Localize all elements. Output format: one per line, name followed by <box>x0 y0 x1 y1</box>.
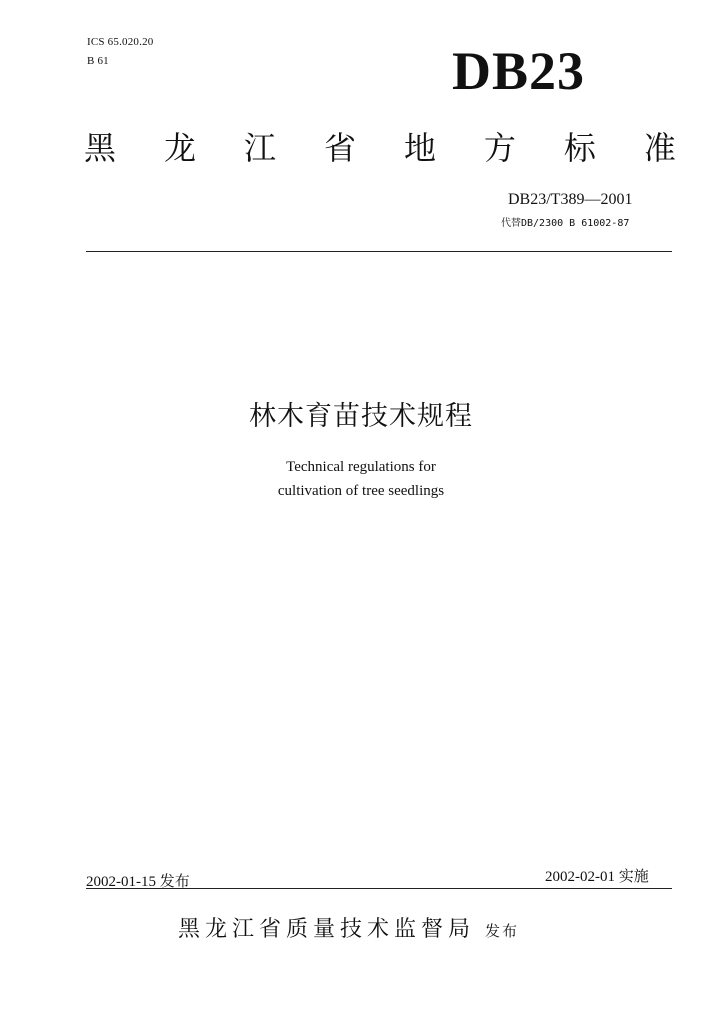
title-english <box>0 455 722 503</box>
ics-code: ICS 65.020.20 <box>87 36 154 48</box>
agency-char: 准 <box>643 129 676 167</box>
standard-mark: DB23 <box>452 41 586 101</box>
agency-char: 地 <box>403 129 436 167</box>
issue-date: 2002-01-15 发布 <box>86 874 190 890</box>
header-divider <box>86 251 672 252</box>
issuer-name: 黑龙江省质量技术监督局 <box>178 917 476 942</box>
agency-heading <box>84 129 676 167</box>
issuer-line <box>178 912 519 943</box>
ccs-code: B 61 <box>87 55 109 67</box>
title-english-line: cultivation of tree seedlings <box>277 483 445 499</box>
footer-divider <box>86 888 672 889</box>
title-chinese: 林木育苗技术规程 <box>249 401 473 432</box>
agency-char: 省 <box>323 129 356 167</box>
standard-number: DB23/T389—2001 <box>508 191 633 208</box>
replaces-note: 代替DB/2300 B 61002-87 <box>501 218 630 229</box>
title-english-line: Technical regulations for <box>286 459 436 475</box>
agency-char: 龙 <box>163 129 196 167</box>
agency-char: 标 <box>563 129 596 167</box>
agency-char: 江 <box>243 129 276 167</box>
agency-char: 方 <box>483 129 516 167</box>
agency-char: 黑 <box>84 129 117 167</box>
implementation-date: 2002-02-01 实施 <box>545 869 649 885</box>
issuer-suffix: 发布 <box>485 922 520 940</box>
